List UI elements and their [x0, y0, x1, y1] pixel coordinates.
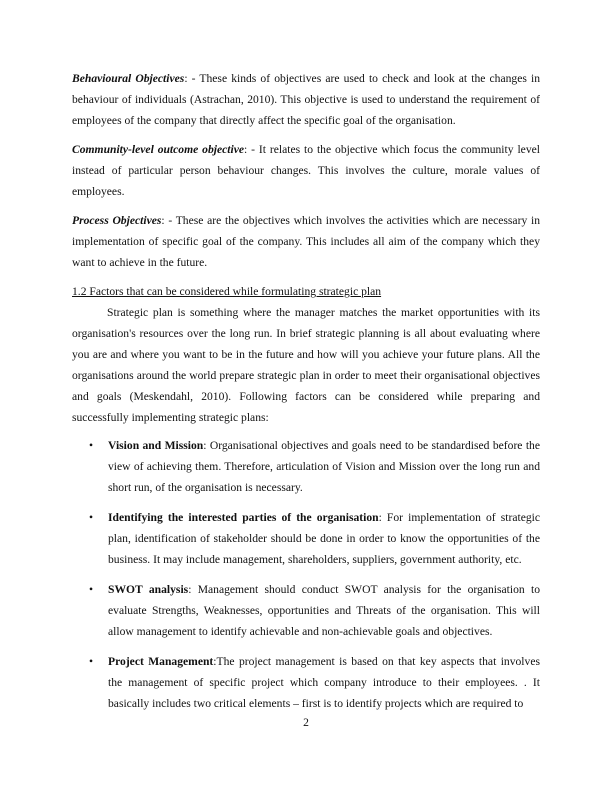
page-number: 2: [303, 716, 309, 729]
factor-text: Management should conduct SWOT analysis for the organisation to evaluate Strengths, Weaknesses, opportunities and Threats of the organisation. This will allow management to identify achievable and non-achievable goals and objectives.: [108, 583, 540, 638]
factor-text: For implementation of strategic plan, identification of stakeholder should be done in order to know the opportunities of the business. It may include management, shareholders, suppliers, government authority, etc.: [108, 511, 541, 566]
bullet-icon: •: [89, 439, 94, 452]
factor-separator: :: [188, 583, 198, 596]
factor-term: SWOT analysis: [108, 583, 189, 596]
objective-title: Process Objectives: [72, 214, 162, 227]
objective-text: These are the objectives which involves the activities which are necessary in implementation of specific goal of the company. This includes all aim of the company which they want to achieve in the future.: [72, 214, 540, 269]
factor-separator: :: [378, 511, 387, 524]
section-heading: 1.2 Factors that can be considered while formulating strategic plan: [72, 285, 382, 298]
section-body: Strategic plan is something where the manager matches the market opportunities with its organisation's resources over the long run. In brief strategic planning is all about evaluating where you are and where you want to be in the future and how will you achieve your future plans. All the organisations around the world prepare strategic plan in order to meet their organisational objectives and goals (Meskendahl, 2010). Following factors can be considered while preparing and successfully implementing strategic plans:: [72, 306, 540, 424]
factor-separator: :: [213, 655, 217, 668]
objective-title: Community-level outcome objective: [72, 143, 245, 156]
objective-text: It relates to the objective which focus the community level instead of particular person behaviour changes. This involves the culture, morale values of employees.: [72, 143, 540, 198]
objective-paragraph-process: [72, 210, 540, 273]
factor-list: [72, 435, 540, 714]
factor-text: Organisational objectives and goals need to be standardised before the view of achieving them. Therefore, articulation of Vision and Mission over the long run and short run, of the organisation is necessary.: [108, 439, 540, 494]
objective-paragraph-community: [72, 139, 540, 202]
list-item: [72, 435, 540, 498]
factor-term: Project Management: [108, 655, 214, 668]
objective-separator: : -: [184, 72, 200, 85]
bullet-icon: •: [89, 511, 94, 524]
factor-text: The project management is based on that key aspects that involves the management of specific project which company introduce to their employees. . It basically includes two critical elements – first is to identify projects which are required to: [108, 655, 540, 710]
factor-separator: :: [203, 439, 210, 452]
bullet-icon: •: [89, 655, 94, 668]
objective-paragraph-behavioural: [72, 68, 540, 131]
objective-separator: : -: [161, 214, 176, 227]
list-item: [72, 651, 540, 714]
objective-separator: : -: [244, 143, 259, 156]
factor-term: Identifying the interested parties of the organisation: [108, 511, 379, 524]
objective-title: Behavioural Objectives: [72, 72, 185, 85]
list-item: [72, 507, 540, 570]
factor-term: Vision and Mission: [108, 439, 204, 452]
objective-text: These kinds of objectives are used to check and look at the changes in behaviour of individuals (Astrachan, 2010). This objective is used to understand the requirement of employees of the company that directly affect the specific goal of the organisation.: [72, 72, 541, 127]
list-item: [72, 579, 540, 642]
bullet-icon: •: [89, 583, 94, 596]
document-page: [72, 68, 540, 723]
